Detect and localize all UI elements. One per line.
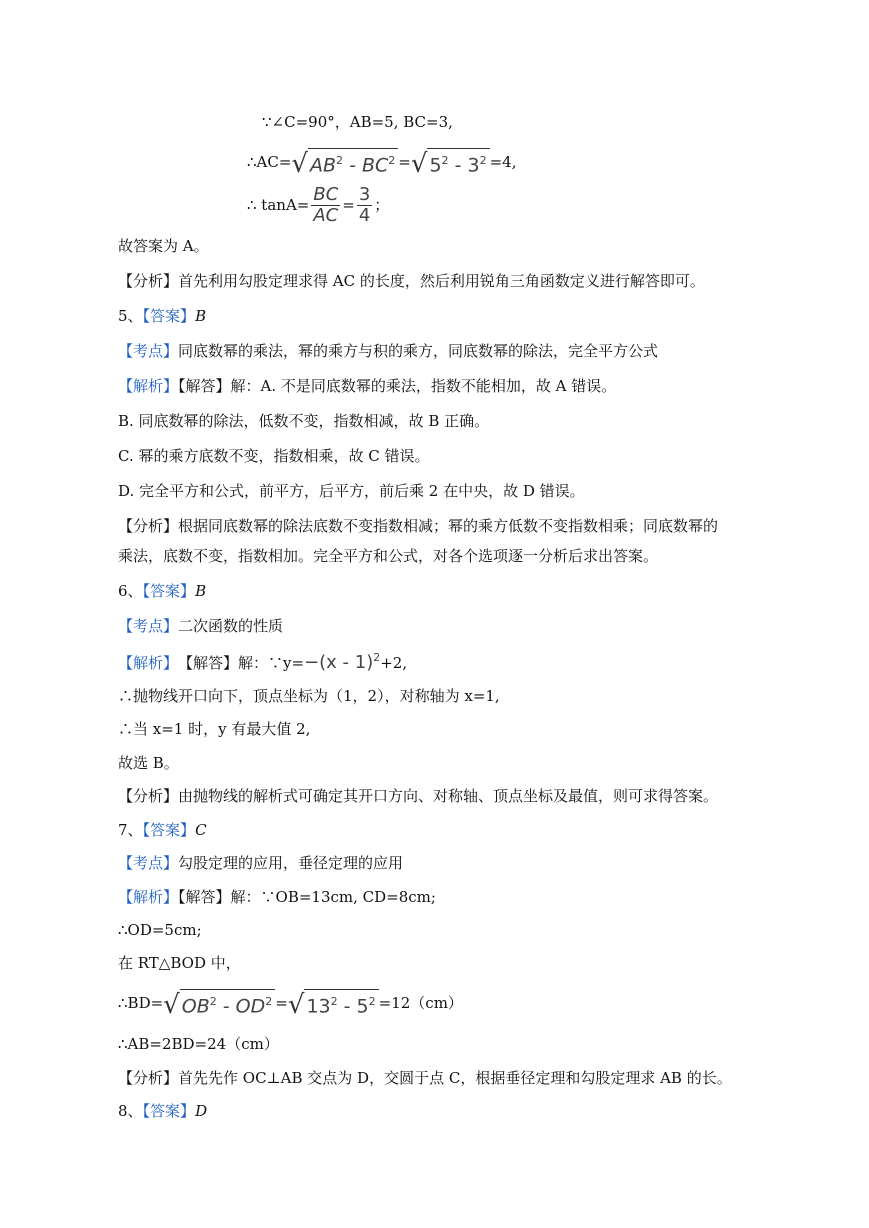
q6-line2: ∴抛物线开口向下，顶点坐标为（1，2），对称轴为 x=1, [118,687,500,705]
q7-line3: 在 RT△BOD 中， [118,954,241,972]
fraction-bc-ac: $\frac{BC}{AC}$ [313,183,339,226]
given-line: ∵∠C=90°，AB=5, BC=3, [262,113,453,131]
q7-jiexi: 【解析】【解答】解：∵OB=13cm, CD=8cm; [118,888,436,906]
q6-line3: ∴当 x=1 时，y 有最大值 2, [118,720,311,738]
q5-jiexi: 【解析】【解答】解：A. 不是同底数幂的乘法，指数不能相加，故 A 错误。 [118,377,617,395]
q5-analysis-line2: 乘法，底数不变，指数相加。完全平方和公式，对各个选项逐一分析后求出答案。 [118,547,659,565]
sqrt-ab-bc: √ $AB^2 - BC^2$ [291,148,398,176]
question-5-answer: 5、【答案】B [118,307,207,325]
q5-analysis-line1: 【分析】根据同底数幂的除法底数不变指数相减；幂的乘方低数不变指数相乘；同底数幂的 [118,517,719,535]
q6-polynomial: −(x - 1)$^2$ [304,651,381,673]
q6-kaodian: 【考点】二次函数的性质 [118,617,284,635]
q7-kaodian: 【考点】勾股定理的应用，垂径定理的应用 [118,854,404,872]
answer-a-line: 故答案为 A。 [118,237,209,255]
fraction-3-4: $\frac{3}{4}$ [358,183,371,226]
question-6-answer: 6、【答案】B [118,582,207,600]
question-7-answer: 7、【答案】C [118,821,207,839]
q6-jiexi: 【解析】 【解答】解：∵y= −(x - 1)$^2$ +2, [118,648,407,673]
analysis-4: 【分析】首先利用勾股定理求得 AC 的长度，然后利用锐角三角函数定义进行解答即可。 [118,272,705,290]
q6-analysis: 【分析】由抛物线的解析式可确定其开口方向、对称轴、顶点坐标及最值，则可求得答案。 [118,787,719,805]
q5-option-c: C. 幂的乘方底数不变，指数相乘，故 C 错误。 [118,447,430,465]
q6-line4: 故选 B。 [118,754,179,772]
sqrt-ob-od: √ $OB^2 - OD^2$ [163,989,275,1017]
sqrt-5-3: √ $5^2 - 3^2$ [411,148,490,176]
q7-line2: ∴OD=5cm; [118,921,202,939]
q5-kaodian: 【考点】同底数幂的乘法，幂的乘方与积的乘方，同底数幂的除法，完全平方公式 [118,342,659,360]
q5-option-b: B. 同底数幂的除法，低数不变，指数相减，故 B 正确。 [118,412,490,430]
sqrt-13-5: √ $13^2 - 5^2$ [288,989,379,1017]
q7-bd-formula: ∴BD= √ $OB^2 - OD^2$ = √ $13^2 - 5^2$ =12（cm） [118,990,463,1021]
q5-option-d: D. 完全平方和公式，前平方，后平方，前后乘 2 在中央，故 D 错误。 [118,482,585,500]
ac-formula-line: ∴AC= √ $AB^2 - BC^2$ = √ $5^2 - 3^2$ =4, [247,149,517,180]
q7-analysis: 【分析】首先先作 OC⊥AB 交点为 D，交圆于点 C，根据垂径定理和勾股定理求 AB 的长。 [118,1069,732,1087]
question-8-answer: 8、【答案】D [118,1102,208,1120]
q7-line5: ∴AB=2BD=24（cm） [118,1035,279,1053]
tan-formula-line: ∴ tanA= $\frac{BC}{AC}$ = $\frac{3}{4}$ ； [247,183,390,226]
